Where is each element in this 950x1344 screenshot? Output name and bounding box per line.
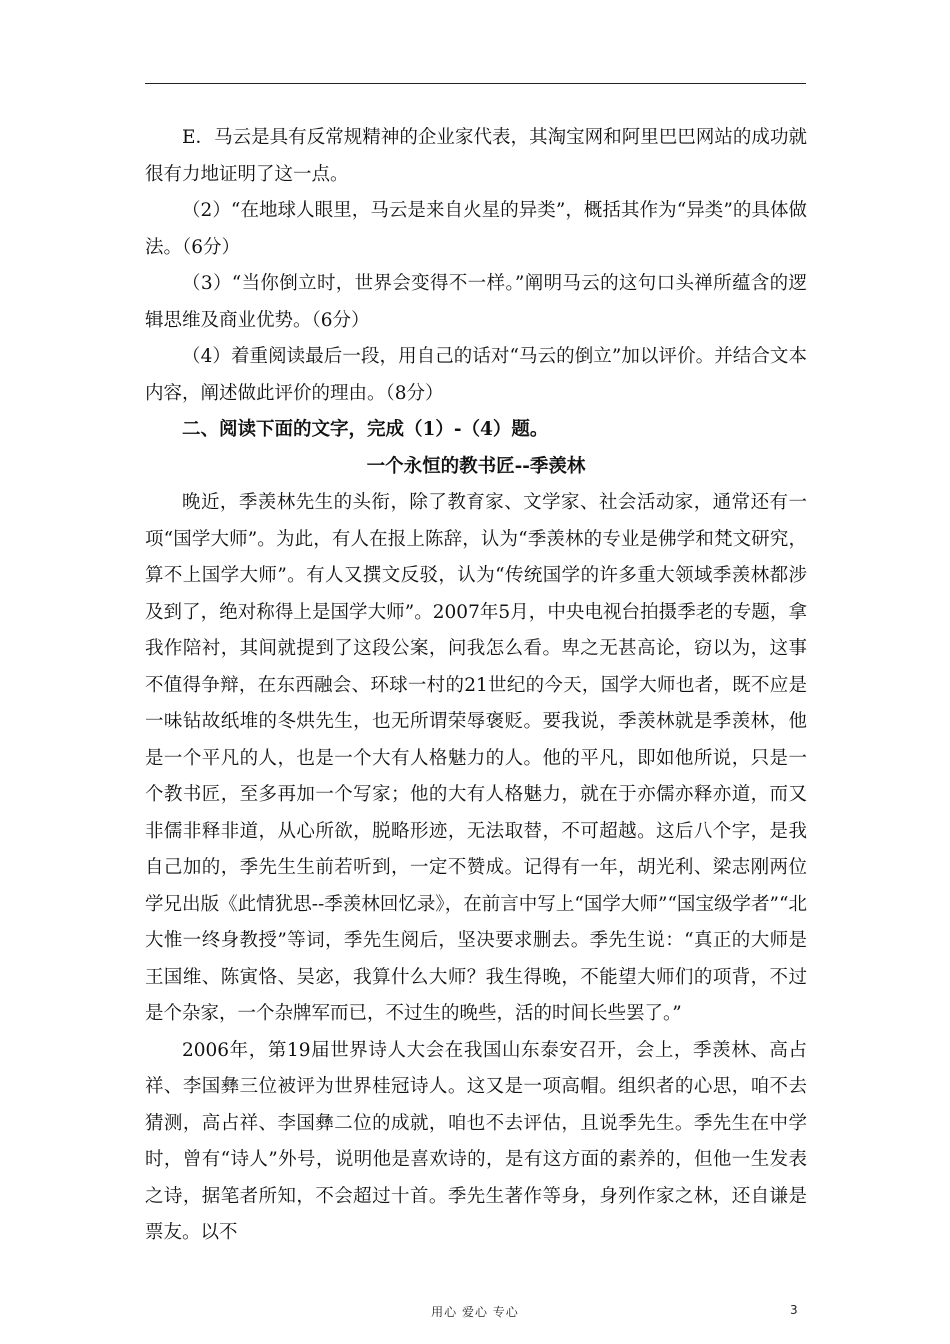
page-number: 3 [790,1303,798,1317]
header-rule [145,83,806,84]
question-3: （3）“当你倒立时，世界会变得不一样。”阐明马云的这句口头禅所蕴含的逻辑思维及商业优势。（6分） [145,273,807,331]
article-paragraph-2: 2006年，第19届世界诗人大会在我国山东泰安召开，会上，季羡林、高占祥、李国彝三位被评为世界桂冠诗人。这又是一项高帽。组织者的心思，咱不去猜测，高占祥、李国彝二位的成就，咱也不去评估，且说季先生。季先生在中学时，曾有“诗人”外号，说明他是喜欢诗的，是有这方面的素养的，但他一生发表之诗，据笔者所知，不会超过十首。季先生著作等身，身列作家之林，还自谦是票友。以不 [145,1039,807,1243]
article-paragraph-1: 晚近，季羡林先生的头衔，除了教育家、文学家、社会活动家，通常还有一项“国学大师”。为此，有人在报上陈辞，认为“季羡林的专业是佛学和梵文研究，算不上国学大师”。有人又撰文反驳，认为“传统国学的许多重大领域季羡林都涉及到了，绝对称得上是国学大师”。2007年5月，中央电视台拍摄季老的专题，拿我作陪衬，其间就提到了这段公案，问我怎么看。卑之无甚高论，窃以为，这事不值得争辩，在东西融会、环球一村的21世纪的今天，国学大师也者，既不应是一味钻故纸堆的冬烘先生，也无所谓荣辱褒贬。要我说，季羡林就是季羡林，他是一个平凡的人，也是一个大有人格魅力的人。他的平凡，即如他所说，只是一个教书匠，至多再加一个写家；他的大有人格魅力，就在于亦儒亦释亦道，而又非儒非释非道，从心所欲，脱略形迹，无法取替，不可超越。这后八个字，是我自己加的，季先生生前若听到，一定不赞成。记得有一年，胡光利、梁志刚两位学兄出版《此情犹思--季羡林回忆录》，在前言中写上“国学大师”“国宝级学者”“北大惟一终身教授”等词，季先生阅后，坚决要求删去。季先生说：“真正的大师是王国维、陈寅恪、吴宓，我算什么大师？我生得晚，不能望大师们的项背，不过是个杂家，一个杂牌军而已，不过生的晚些，活的时间长些罢了。” [145,492,807,1024]
question-2: （2）“在地球人眼里，马云是来自火星的异类”，概括其作为“异类”的具体做法。（6分） [145,200,807,258]
footer-slogan: 用心 爱心 专心 [431,1305,519,1319]
section-heading: 二、阅读下面的文字，完成（1）-（4）题。 [182,419,549,440]
article-title: 一个永恒的教书匠--季羡林 [366,455,586,477]
question-4: （4）着重阅读最后一段，用自己的话对“马云的倒立”加以评价。并结合文本内容，阐述做此评价的理由。（8分） [145,346,807,404]
document-body [145,120,807,1252]
question-e-option: E．马云是具有反常规精神的企业家代表，其淘宝网和阿里巴巴网站的成功就很有力地证明了这一点。 [145,127,807,185]
